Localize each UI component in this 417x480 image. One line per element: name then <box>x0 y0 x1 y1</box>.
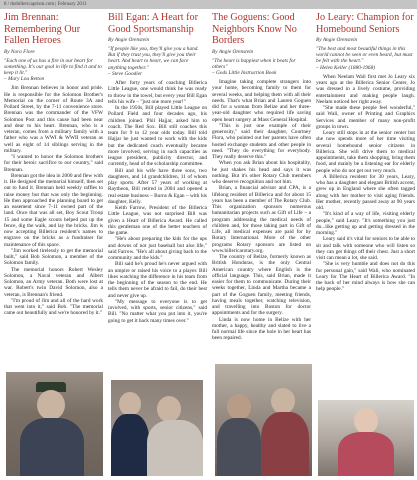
paragraph: Leary still stops in at the senior center but she now spends more of her time visiting several homebound senior citizens in Billerica. She will drive them to medical appointments, take them shopping, bring them food, and mainly be a listening ear for elderly people who do not get out very much. <box>316 130 415 174</box>
quote-attribution: – Helen Keller (1880-1968) <box>316 64 375 71</box>
paragraph: "She is very humble and does not do this for personal gain," said Wali, who nominated Leary for The Heart of Billerica Award. "In the back of her mind always is how she can help people." <box>316 261 415 293</box>
paragraph: A Billerica resident for 30 years, Leary, who has a daughter and elegant British accent, grew up in England where she often tagged along with her mother to visit aging friends. Her mother, recently passed away at 90 years old. <box>316 173 415 212</box>
article-title: Jim Brennan: Remembering Our Fallen Heroes <box>4 12 81 46</box>
paragraph: Leary said it's vital for seniors to be able to sit and talk with someone who will listen so they can get things off their chest. Just a short visit can mean a lot, she said. <box>316 236 415 262</box>
page-header: 8 / thebillericaprism.com | February 2011 <box>4 2 87 7</box>
paragraph: "My message to everyone is to get involved, with sports, senior citizens," said Bill. "No matter what you put into it, you're going to get it back many times over." <box>108 298 207 324</box>
byline: By Nora Flore <box>4 48 35 55</box>
article-title: Bill Egan: A Heart for Good Sportsmanship <box>108 12 198 35</box>
quote: "Each one of us has a fire in our heart for something. It's our goal in life to find it and to keep it lit." <box>4 57 102 76</box>
paragraph: Keith Farrow, President of the Billerica Little League, was not surprised Bill was given a Heart of Billerica Award. He called this gentleman one of the better teachers of the game. <box>108 205 207 237</box>
quote: "The heart is happiest when it beats for others" <box>212 57 296 70</box>
byline: By Angie Orenstein <box>316 37 358 43</box>
paragraph: When you ask Brian about his hospitality, he just shakes his head and says it was nothing. But it's other Rotary Club members who deserve recognition and not him. <box>212 160 311 186</box>
article-goguens <box>212 12 311 342</box>
paragraph: "This is just one example of their generosity," said their daughter, Courtney Flora, who pointed out her parents have often hosted exchange students and other people in need. "They do everything for everybody. They really deserve this." <box>212 122 311 161</box>
paragraph: After forty years of coaching Billerica Little League, one would think he was ready to throw in the towel, but every year Bill Egan tells his wife – "just one more year!" <box>108 80 207 105</box>
paragraph: "I'm proud of Jim and all of the hard work that went into it," said Bob. "The memorial came out beautifully and we're honored by it." <box>4 297 103 317</box>
photo-jim-brennan <box>6 372 103 476</box>
paragraph: Jim Brennan believes in honor and pride. He is responsible for the Solomon Brother's Memorial on the corner of Route 3A and Pollard Street, by the 7-11 convenience store. Brennan was the commander of the VFW Solomon Post and this cause had been near and dear to his heart. Brennan, who is a veteran, comes from a military family with a father who was a WWI & WWII veteran as well as eight of 14 siblings serving in the military. <box>4 85 103 154</box>
paragraph: Bill and his wife have three sons, two daughters, and 14 grandchildren, 11 of whom play sports. After 57 years of working at Raytheon, Bill retired in 2004 and opened a real estate business – Burns & Egan – with his daughter, Kelly. <box>108 167 207 205</box>
paragraph: The country of Belize, formerly known as British Honduras, is the only Central American country where English is the official language. This, said Brian, made it easier for them to communicate. During their weeks together, Linda and Martha became a part of the Goguen family, meeting friends, having meals together, watching television, and travelling into Boston for doctor appointments and for the surgery. <box>212 254 311 317</box>
paragraph: "It's kind of a way of life, visiting elderly people," said Leary. "It's something you just do...like getting up and getting dressed in the morning." <box>316 211 415 237</box>
paragraph: Brennan got the idea in 2000 and flew with it. He designed the memorial himself, then set out to fund it. Brennan held weekly raffles to raise money but that was only the beginning. He then approached the planning board to get an easement since 7-11 owned part of the land. Once that was all set, Boy Scout Troop 15 and some Eagle scouts helped put up the fence, dig the walk, and lay the bricks. Jim is now accepting Billerica resident's names to engrave on the bricks as a fundraiser for maintenance of this space. <box>4 172 103 248</box>
article-title: The Goguens: Good Neighbors Know No Borders <box>212 12 297 46</box>
byline: By Angie Orenstein <box>108 37 150 43</box>
quote-attribution: – Mary Lou Retton <box>4 76 45 83</box>
quote: "The best and most beautiful things in this world cannot be seen or even heard, but must be felt with the heart." <box>316 46 413 65</box>
paragraph: "Jim worked tirelessly to get the memorial built," said Bob Solomon, a member of the Solomon family. <box>4 247 103 267</box>
paragraph: Linda is now home in Belize with her mother, a happy, healthy and slated to live a full normal life since the hole in her heart has been repaired. <box>212 316 311 342</box>
photo-jo-leary <box>318 400 414 476</box>
quote: "If people like you, they'll give you a hand. But if they trust you, they'll give you their heart. And heart to heart, we can face anything together." <box>108 46 199 71</box>
paragraph: "I wanted to honor the Solomon brothers for their heroic sacrifice to our country," said Brennan. <box>4 154 103 173</box>
photo-bill-egan <box>111 380 203 476</box>
paragraph: Brian, a financial advisor and CPA, is a lifelong resident of Billerica and for about 15 years has been a member of The Rotary Club. This organization sponsors numerous humanitarian projects such as Gift of Life – a program addressing the medical needs of children and, for those taking part in Gift of Life, all medical expenses are paid for by Rotary International. More of the other programs Rotary sponsors are listed on www.billericarotary.org. <box>212 185 311 254</box>
byline: By Angie Orenstein <box>212 48 254 55</box>
article-title: Jo Leary: Champion for Homebound Seniors <box>316 12 414 35</box>
paragraph: "She made these people feel wonderful," said Wali, owner of Printing and Graphics Services and member of many non-profit groups in town. <box>316 105 415 130</box>
paragraph: "He's about preparing the kids for the ups and downs of not just baseball but also life," said Farrow. "He's all about giving back to the community and the kids." <box>108 236 207 262</box>
quote-attribution: – Steve Goodier <box>108 70 143 77</box>
paragraph: In the 1950s, Bill played Little League on Pollard Field and four decades ago, his children joined. Phil Hajjar, asked him to coach. The Red Sox. Bill still coaches this team for 9 to 12 year olds today. Bill told Hajjar he just wanted to work with the kids but the dedicated coach eventually became more involved, serving in such capacities as league president, publicity director, and currently, head of the scholarship committee. <box>108 105 207 168</box>
paragraph: Imagine taking complete strangers into your home, becoming family to them for several weeks, and helping them with all their needs. That's what Brian and Lauren Goguen did for a woman from Belize and her three-year-old daughter who required life saving open heart surgery at Mass General Hospital. <box>212 79 311 123</box>
article-jo-leary <box>316 12 415 293</box>
quote-attribution: – Gods Little Instruction Book <box>212 69 277 76</box>
article-jim-brennan <box>4 12 103 317</box>
article-bill-egan <box>108 12 207 324</box>
paragraph: Bill said he's proud he's never argued with an umpire or raised his voice to a player. Bill likes watching the difference in his team from the beginning of the season to the end. He tells them never be afraid to fail, do their best and never give up. <box>108 261 207 299</box>
paragraph: The memorial honors Robert Wesley Solomon, a Naval veteran and Albert Solomon, an Army veteran. Both were lost at war. Robert's twin David Solomon, also a veteran, is Brennan's friend. <box>4 266 103 298</box>
photo-goguens <box>215 364 312 476</box>
paragraph: When Neelam Wali first met Jo Leary six years ago at the Billerica Senior Center, Jo was dressed in a lively costume, providing entertainment and making people laugh. Neelam noticed her right away. <box>316 73 415 105</box>
